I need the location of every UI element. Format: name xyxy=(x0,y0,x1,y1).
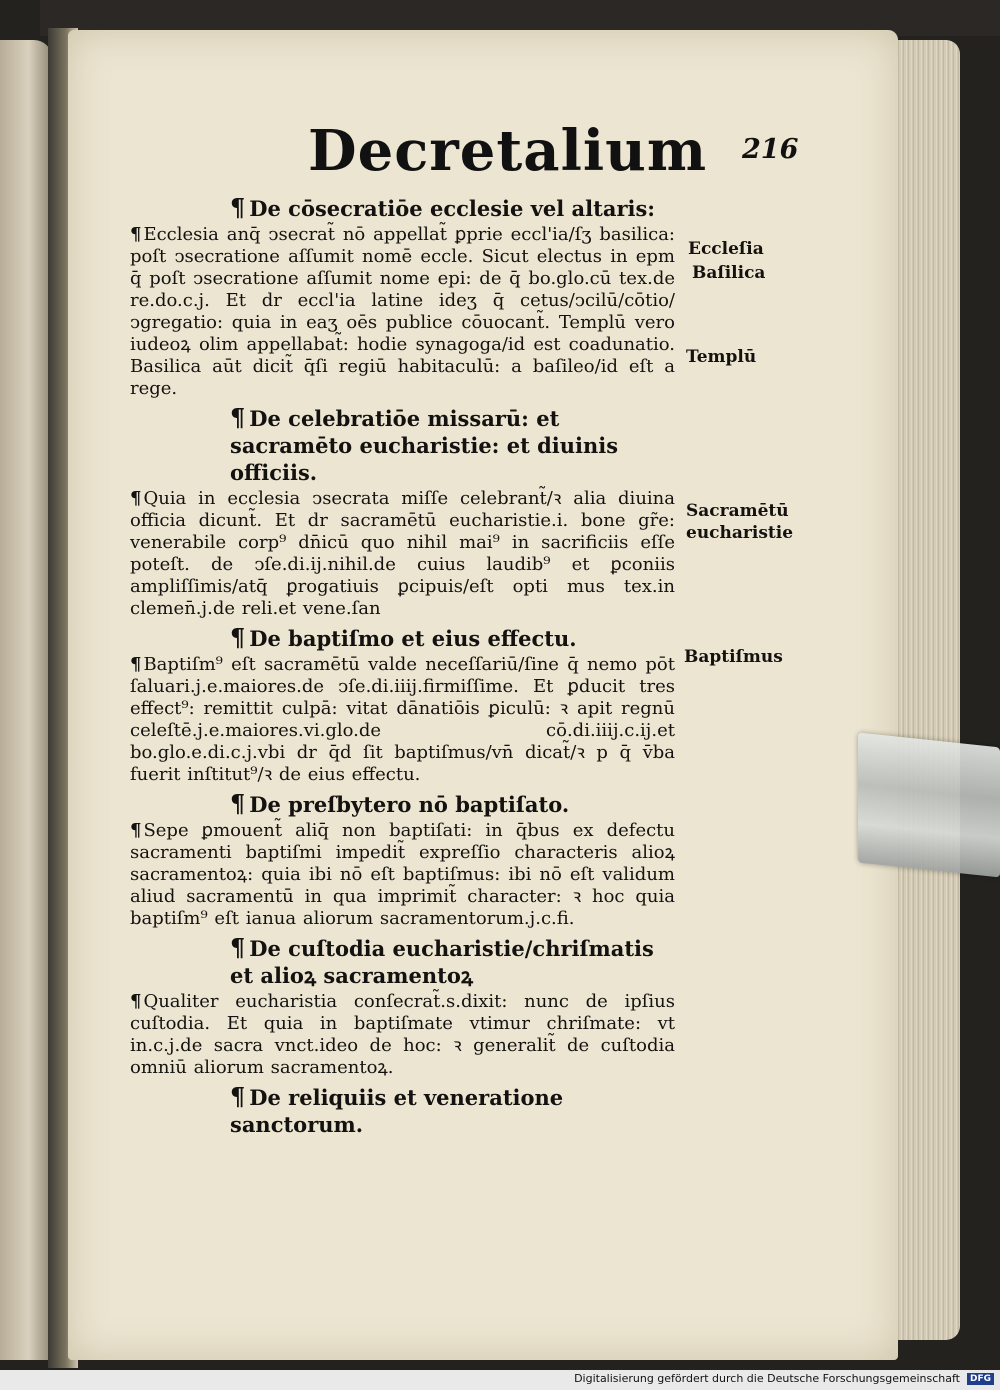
section-heading: ¶ De reliquiis et veneratione sanctorum. xyxy=(230,1082,564,1137)
section-heading: ¶ De celebratiōe missarū: et sacramēto eucharistie: et diuinis officiis. xyxy=(230,403,619,485)
section-paragraph: ¶ Quia in ecclesia ↄsecrata miſſe celebrant̃/ꝛ alia diuina officia dicunt̃. Et dr sacramētū eucharistie.i. bone gr̃e: venerabile corp⁹ dn̄icū quo nihil mai⁹ in sacrificiis eſſe poteſt. de ↄſe.di.ij.nihil.de cuius laudib⁹ et ꝑconiis ampliſſimis/atq̄ ꝑrogatiuis ꝑcipuis/eſt opti mus tex.in clemen̄.j.de reli.et vene.ſan xyxy=(130,488,675,619)
section-paragraph: ¶ Qualiter eucharistia conſecrat̃.s.dixit: nunc de ipſius cuſtodia. Et quia in baptiſmate vtimur chriſmate: vt in.c.j.de sacra vnct.ideo de hoc: ꝛ generalit̃ de cuſtodia omniū aliorum sacramentoꝝ. xyxy=(130,991,675,1078)
pilcrow-icon: ¶ xyxy=(230,403,246,432)
pilcrow-icon: ¶ xyxy=(230,933,246,962)
running-header: Decretalium xyxy=(308,118,708,184)
section xyxy=(130,194,675,400)
margin-note-baptismus: Baptiſmus xyxy=(684,647,783,667)
page-number: 216 xyxy=(742,134,799,165)
section xyxy=(130,934,675,1079)
pilcrow-icon: ¶ xyxy=(230,1082,246,1111)
section xyxy=(130,790,675,930)
section xyxy=(130,1083,675,1138)
section-heading: ¶ De cuſtodia eucharistie/chriſmatis et alioꝝ sacramentoꝝ xyxy=(230,933,654,988)
pilcrow-icon: ¶ xyxy=(130,488,142,509)
pilcrow-icon: ¶ xyxy=(130,820,142,841)
digitization-footer xyxy=(0,1370,1000,1390)
section-paragraph: ¶ Sepe ꝑmouent̃ aliq̄ non baptiſati: in q̄bus ex defectu sacramenti baptiſmi impedit̃ expreſſio characteris alioꝝ sacramentoꝝ: quia ibi nō eſt baptiſmus: ibi nō eſt validum aliud sacramentū in qua imprimit̃ character: ꝛ hoc quia baptiſm⁹ eſt ianua aliorum sacramentorum.j.c.fi. xyxy=(130,820,675,929)
section-paragraph: ¶ Baptiſm⁹ eſt sacramētū valde neceſſariū/ſine q̄ nemo pōt ſaluari.j.e.maiores.de ↄſe.di.iiij.firmiſſime. Et ꝑducit tres effect⁹: remittit culpā: vitat dānatiōis ꝑiculū: ꝛ apit regnū celeſtē.j.e.maiores.vi.glo.de cō.di.iiij.c.ij.et bo.glo.e.di.c.j.vbi dr q̄d ſit baptiſmus/vn̄ dicat̃/ꝛ p q̄ v̄ba fuerit inſtitut⁹/ꝛ de eius effectu. xyxy=(130,654,675,785)
section xyxy=(130,404,675,620)
section-heading: ¶ De baptiſmo et eius effectu. xyxy=(230,623,577,652)
section-heading: ¶ De cōsecratiōe ecclesie vel altaris: xyxy=(230,193,656,222)
margin-note-basilica: Baſilica xyxy=(692,263,766,283)
page-clip xyxy=(858,733,1000,878)
footer-credit: Digitalisierung gefördert durch die Deutsche Forschungsgemeinschaft xyxy=(574,1372,960,1385)
section-heading: ¶ De preſbytero nō baptiſato. xyxy=(230,789,570,818)
pilcrow-icon: ¶ xyxy=(230,623,246,652)
pilcrow-icon: ¶ xyxy=(130,224,142,245)
page-edges xyxy=(890,40,960,1340)
margin-note-templum: Templū xyxy=(686,347,757,367)
pilcrow-icon: ¶ xyxy=(230,789,246,818)
facing-page-fragment xyxy=(0,40,52,1360)
margin-note-sacramentum: Sacramētū xyxy=(686,501,789,521)
margin-note-eucharistie: eucharistie xyxy=(686,523,794,543)
section-paragraph: ¶ Ecclesia anq̄ ↄsecrat̃ nō appellat̃ ꝑprie eccl'ia/ſʒ basilica: poſt ↄsecratione aſſumit nomē eccle. Sicut electus in epm q̄ poſt ↄsecratione aſſumit nome epi: de q̄ bo.glo.cū tex.de re.do.c.j. Et dr eccl'ia latine ideʒ q̄ cetus/ↄcilū/cōtio/ↄgregatio: quia in eaʒ oēs publice cōuocant̃. Templū vero iudeoꝝ olim appellabat̃: hodie synagoga/id est coadunatio. Basilica aūt dicit̃ q̄ſi regiū habitaculū: a baſileo/id eſt a rege. xyxy=(130,224,675,399)
pilcrow-icon: ¶ xyxy=(130,654,142,675)
dfg-logo: DFG xyxy=(967,1373,994,1385)
pilcrow-icon: ¶ xyxy=(230,193,246,222)
section xyxy=(130,624,675,786)
main-text-column xyxy=(130,190,675,1138)
margin-note-ecclesia: Eccleſia xyxy=(688,239,764,259)
pilcrow-icon: ¶ xyxy=(130,991,142,1012)
